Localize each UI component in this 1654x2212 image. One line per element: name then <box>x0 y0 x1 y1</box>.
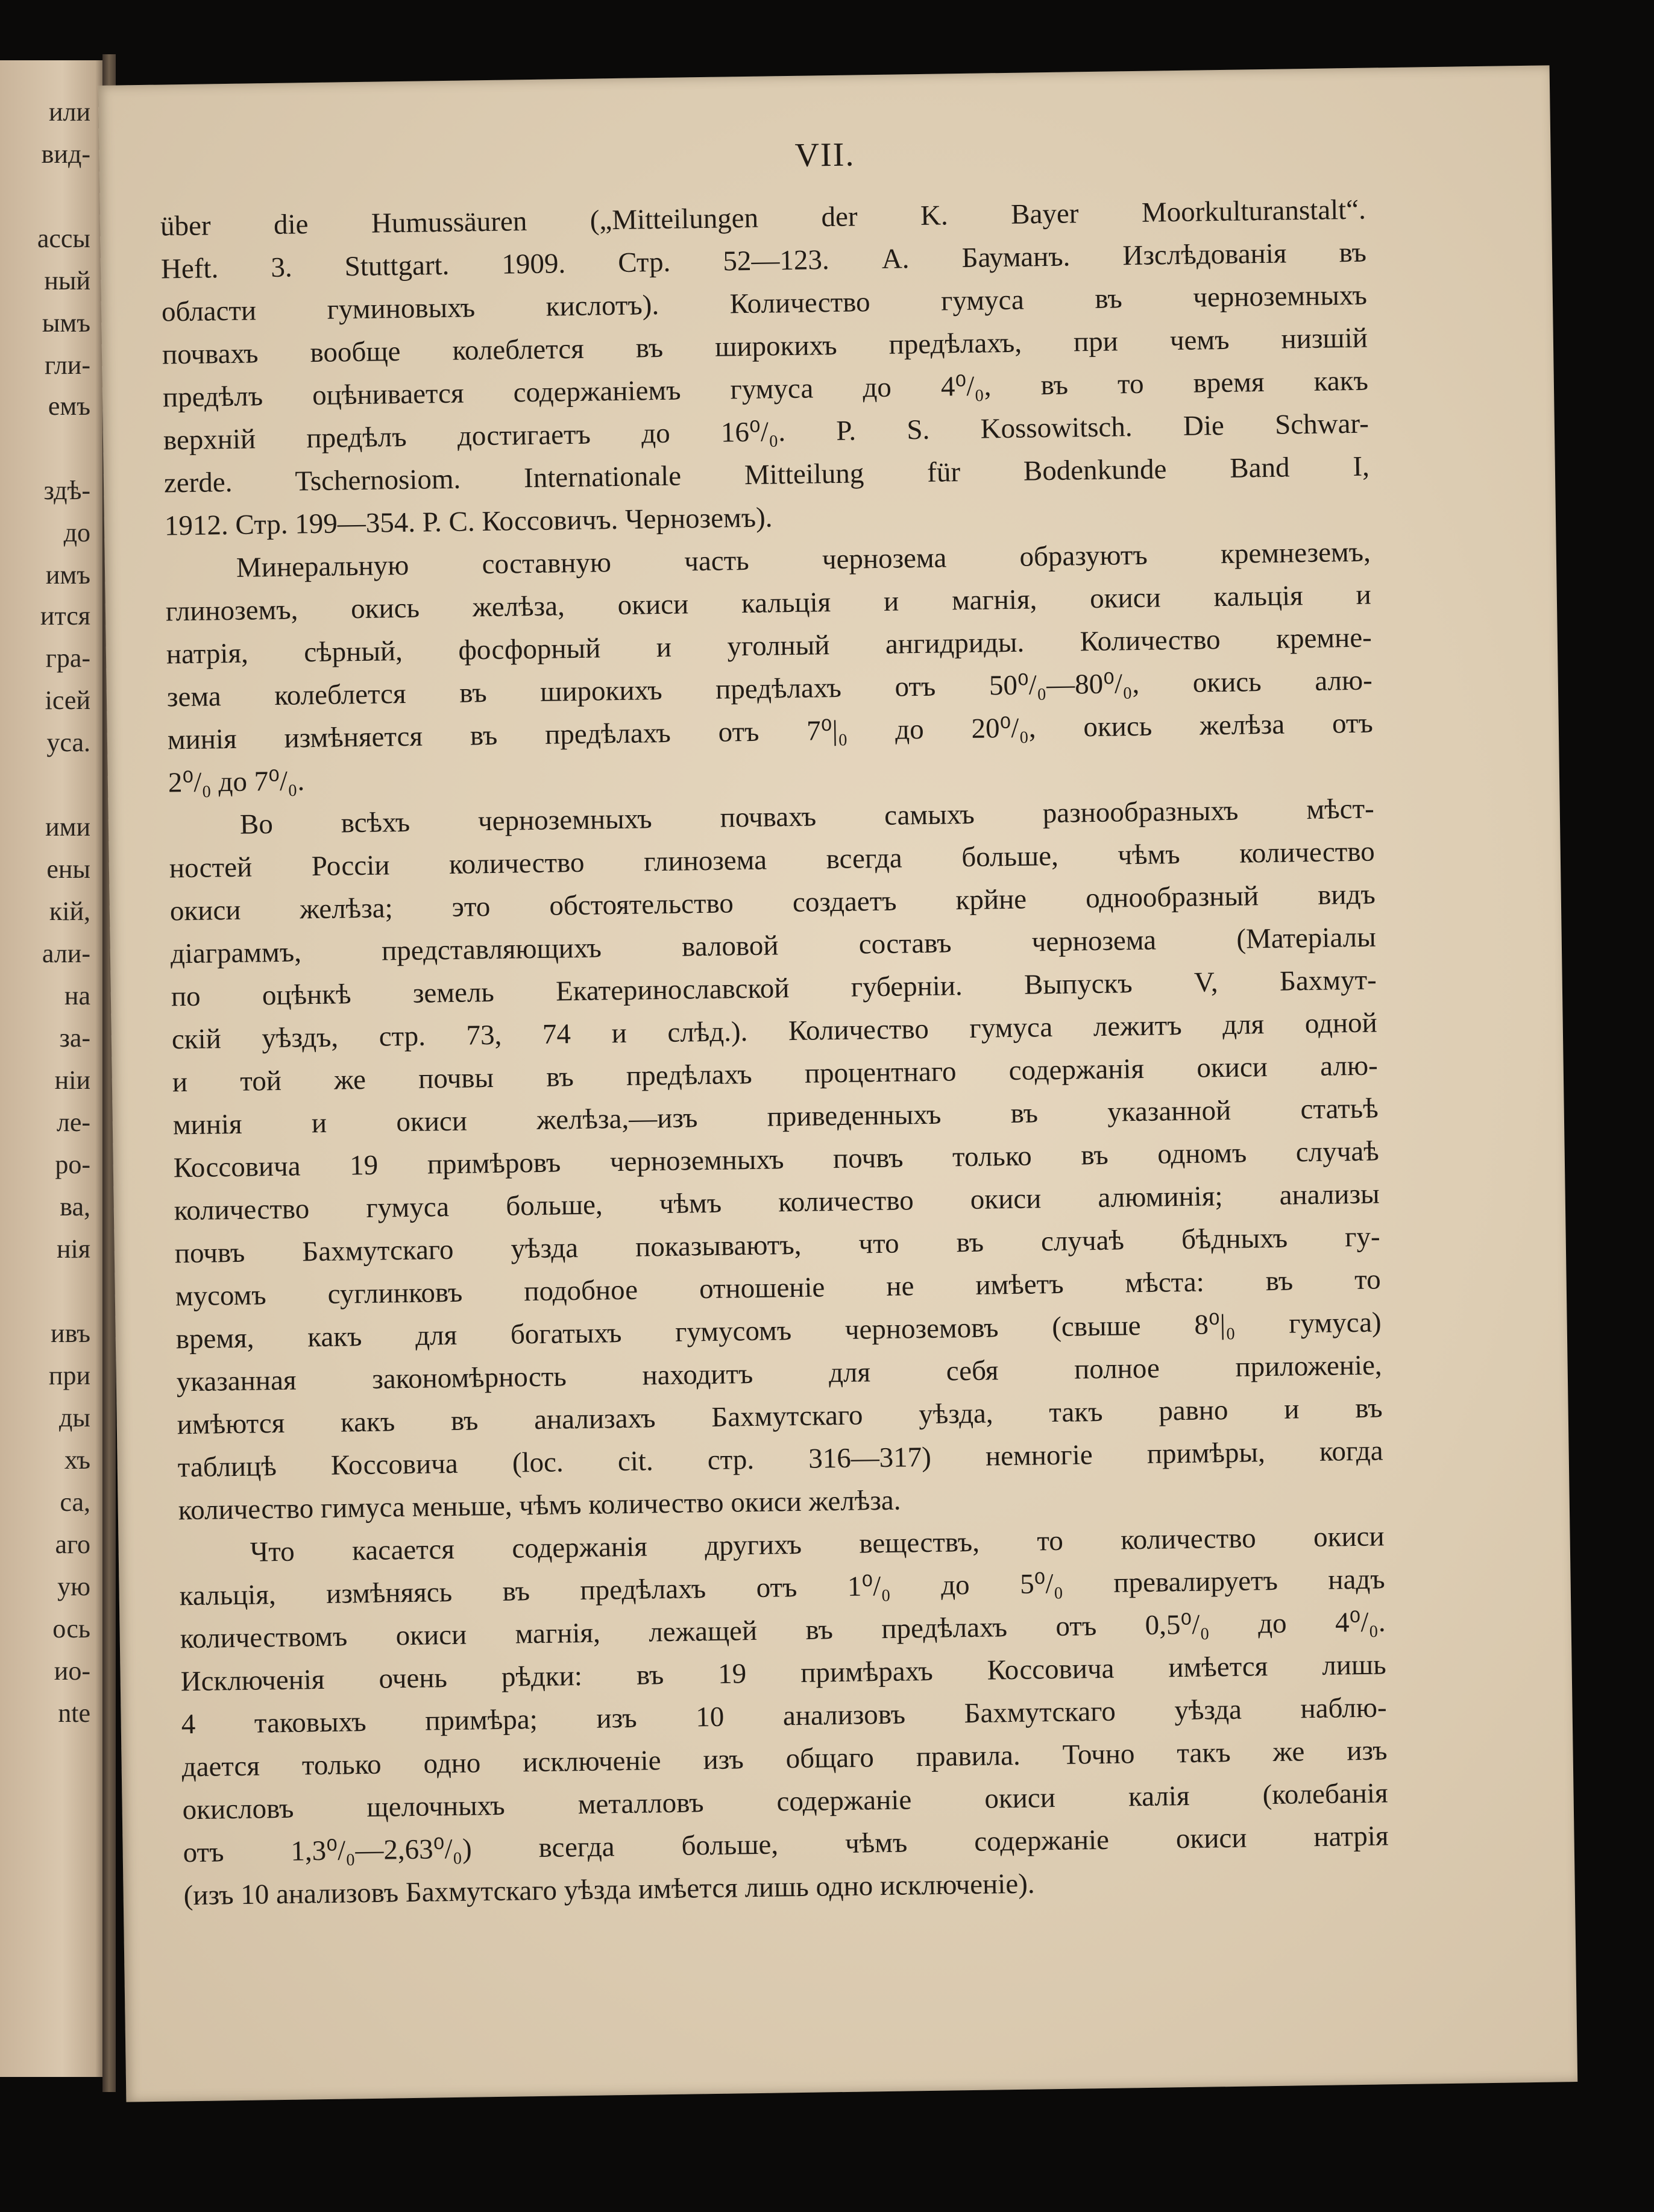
left-page-fragment: хъ <box>64 1445 90 1475</box>
left-page-fragment: на <box>64 981 90 1010</box>
text-line: 2⁰/₀ до 7⁰/₀. <box>168 765 305 799</box>
left-page-fragment: здѣ- <box>43 476 90 505</box>
left-page-fragment: нія <box>56 1234 90 1264</box>
text-line: имѣются какъ въ анализахъ Бахмутскаго уѣзда, такъ равно и въ <box>177 1392 1383 1441</box>
text-line: почвъ Бахмутскаго уѣзда показываютъ, что въ случаѣ бѣдныхъ гу- <box>174 1221 1380 1270</box>
text-line: минія и окиси желѣза,—изъ приведенныхъ въ указанной статьѣ <box>172 1092 1379 1141</box>
left-page-fragment: ісей <box>45 685 90 715</box>
left-page-fragment: ены <box>46 854 90 884</box>
text-line: Heft. 3. Stuttgart. 1909. Стр. 52—123. А. Бауманъ. Изслѣдованія въ <box>160 236 1367 285</box>
paragraph <box>178 1515 1389 1917</box>
text-line: таблицѣ Коссовича (loc. cit. стр. 316—317) немногіе примѣры, когда <box>177 1435 1383 1484</box>
text-line: по оцѣнкѣ земель Екатеринославской губерніи. Выпускъ V, Бахмут- <box>171 964 1377 1013</box>
text-line: Коссовича 19 примѣровъ черноземныхъ почвъ только въ одномъ случаѣ <box>173 1135 1380 1184</box>
book-page <box>98 65 1577 2102</box>
text-line: ностей Россіи количество глинозема всегда больше, чѣмъ количество <box>169 836 1376 884</box>
text-line: области гуминовыхъ кислотъ). Количество гумуса въ черноземныхъ <box>161 279 1368 328</box>
text-line: глиноземъ, окись желѣза, окиси кальція и магнія, окиси кальція и <box>165 579 1372 628</box>
left-page-fragment: ымъ <box>42 308 90 338</box>
left-page-fragment: ассы <box>37 224 90 253</box>
left-page-fragment: кій, <box>49 896 90 926</box>
left-page-fragment: гли- <box>45 350 90 380</box>
text-line: Во всѣхъ черноземныхъ почвахъ самыхъ разнообразныхъ мѣст- <box>239 793 1375 840</box>
text-line: время, какъ для богатыхъ гумусомъ черноземовъ (свыше 8⁰|₀ гумуса) <box>175 1306 1382 1355</box>
paragraph <box>160 189 1371 548</box>
text-line: über die Humussäuren („Mitteilungen der K. Bayer Moorkulturanstalt“. <box>160 194 1366 242</box>
left-page-fragment: за- <box>59 1023 90 1053</box>
left-page-fragment: ую <box>57 1572 90 1601</box>
text-line: минія измѣняется въ предѣлахъ отъ 7⁰|₀ до 20⁰/₀, окись желѣза отъ <box>167 707 1374 756</box>
left-page-fragment: ле- <box>56 1108 90 1137</box>
text-line: Исключенія очень рѣдки: въ 19 примѣрахъ Коссовича имѣется лишь <box>180 1649 1386 1698</box>
left-page-fragment: или <box>48 97 90 127</box>
left-facing-page <box>0 60 104 2077</box>
text-line: діаграммъ, представляющихъ валовой составъ чернозема (Матеріалы <box>170 921 1377 970</box>
paragraph <box>165 531 1374 805</box>
text-line: отъ 1,3⁰/₀—2,63⁰/₀) всегда больше, чѣмъ содержаніе окиси натрія <box>183 1820 1389 1869</box>
text-line: указанная закономѣрность находитъ для себя полное приложеніе, <box>176 1349 1382 1398</box>
left-page-fragment: вид- <box>41 139 90 169</box>
text-line: зема колеблется въ широкихъ предѣлахъ отъ 50⁰/₀—80⁰/₀, окись алю- <box>166 664 1373 713</box>
paragraph <box>168 788 1384 1533</box>
left-page-fragment: ніи <box>54 1065 90 1095</box>
page-text <box>160 189 1389 1918</box>
left-page-fragment: са, <box>60 1487 90 1517</box>
left-page-fragment: ится <box>40 601 90 631</box>
left-page-fragment: ро- <box>55 1150 90 1179</box>
text-line: Минеральную составную часть чернозема образуютъ кремнеземъ, <box>236 536 1371 584</box>
left-page-fragment: ось <box>52 1614 90 1643</box>
text-line: (изъ 10 анализовъ Бахмутскаго уѣзда имѣется лишь одно исключеніе). <box>183 1868 1035 1912</box>
text-line: почвахъ вообще колеблется въ широкихъ предѣлахъ, при чемъ низшій <box>162 322 1368 371</box>
text-line: Что касается содержанія другихъ веществъ, то количество окиси <box>250 1520 1385 1568</box>
left-page-fragment: ный <box>44 266 90 295</box>
page-number: VII. <box>794 136 855 174</box>
text-line: верхній предѣлъ достигаетъ до 16⁰/₀. P. S. Kossowitsch. Die Schwar- <box>163 408 1369 456</box>
text-line: и той же почвы въ предѣлахъ процентнаго содержанія окиси алю- <box>172 1050 1379 1098</box>
text-line: кальція, измѣняясь въ предѣлахъ отъ 1⁰/₀ до 5⁰/₀ превалируетъ надъ <box>179 1563 1385 1612</box>
left-page-fragment: nte <box>58 1698 90 1728</box>
left-page-fragment: ды <box>59 1403 90 1432</box>
left-page-fragment: али- <box>42 939 90 968</box>
text-line: количество гумуса больше, чѣмъ количество окиси алюминія; анализы <box>174 1178 1380 1227</box>
left-page-fragment: уса. <box>46 728 90 757</box>
text-line: мусомъ суглинковъ подобное отношеніе не имѣетъ мѣста: въ то <box>175 1264 1381 1312</box>
left-page-fragment: гра- <box>45 643 90 673</box>
left-page-fragment: ио- <box>54 1656 90 1686</box>
left-page-fragment: емъ <box>48 391 90 421</box>
text-line: количествомъ окиси магнія, лежащей въ предѣлахъ отъ 0,5⁰/₀ до 4⁰/₀. <box>180 1606 1386 1655</box>
left-page-fragment: ивъ <box>51 1319 90 1348</box>
left-page-fragment: до <box>63 518 90 547</box>
text-line: zerde. Tschernosiom. Internationale Mitteilung für Bodenkunde Band I, <box>163 450 1370 499</box>
text-line: окисловъ щелочныхъ металловъ содержаніе окиси калія (колебанія <box>182 1777 1388 1826</box>
text-line: 4 таковыхъ примѣра; изъ 10 анализовъ Бахмутскаго уѣзда наблю- <box>181 1692 1387 1741</box>
left-page-fragment: аго <box>55 1530 90 1559</box>
text-line: предѣлъ оцѣнивается содержаніемъ гумуса до 4⁰/₀, въ то время какъ <box>162 365 1369 414</box>
left-page-fragment: ва, <box>60 1192 90 1221</box>
text-line: окиси желѣза; это обстоятельство создаетъ крйне однообразный видъ <box>169 878 1376 927</box>
left-page-fragment: при <box>48 1361 90 1390</box>
text-line: натрія, сѣрный, фосфорный и уголный ангидриды. Количество кремне- <box>166 622 1373 670</box>
left-page-fragment: ими <box>45 812 90 842</box>
left-page-fragment: имъ <box>45 560 90 590</box>
text-line: 1912. Стр. 199—354. Р. С. Коссовичъ. Черноземъ). <box>164 502 773 542</box>
text-line: количество гимуса меньше, чѣмъ количество окиси желѣза. <box>178 1484 901 1527</box>
text-line: дается только одно исключеніе изъ общаго правила. Точно такъ же изъ <box>181 1735 1388 1783</box>
text-line: скій уѣздъ, стр. 73, 74 и слѣд.). Количество гумуса лежитъ для одной <box>171 1007 1378 1056</box>
